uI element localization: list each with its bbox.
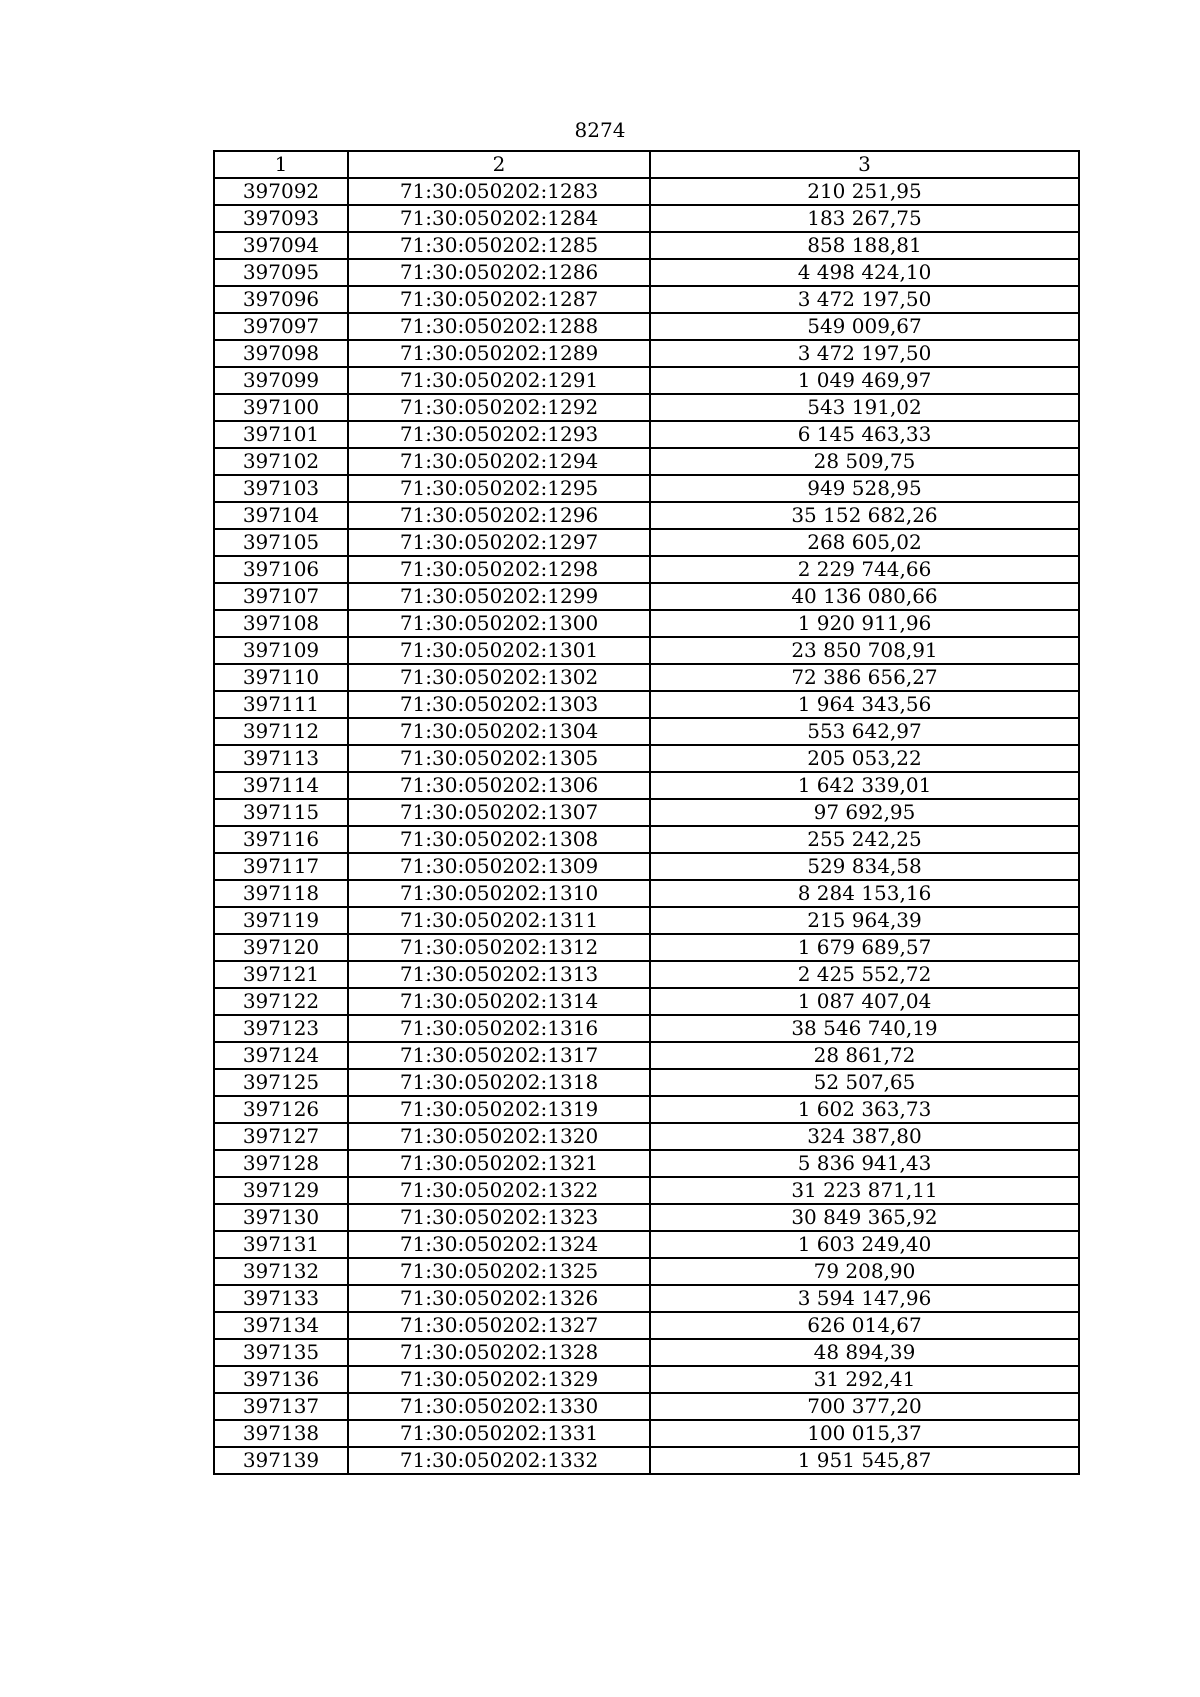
- row-number-cell: 397092: [214, 178, 348, 205]
- cadastral-value-cell: 8 284 153,16: [650, 880, 1079, 907]
- cadastral-value-cell: 23 850 708,91: [650, 637, 1079, 664]
- cadastral-number-cell: 71:30:050202:1303: [348, 691, 650, 718]
- row-number-cell: 397129: [214, 1177, 348, 1204]
- cadastral-value-cell: 183 267,75: [650, 205, 1079, 232]
- cadastral-value-cell: 1 602 363,73: [650, 1096, 1079, 1123]
- cadastral-number-cell: 71:30:050202:1332: [348, 1447, 650, 1474]
- cadastral-number-cell: 71:30:050202:1322: [348, 1177, 650, 1204]
- table-row: [214, 394, 1079, 421]
- table-row: [214, 286, 1079, 313]
- cadastral-number-cell: 71:30:050202:1298: [348, 556, 650, 583]
- cadastral-value-cell: 48 894,39: [650, 1339, 1079, 1366]
- row-number-cell: 397107: [214, 583, 348, 610]
- table-row: [214, 853, 1079, 880]
- table-row: [214, 1150, 1079, 1177]
- table-row: [214, 556, 1079, 583]
- header-cell-column-1: 1: [214, 151, 348, 178]
- cadastral-value-cell: 324 387,80: [650, 1123, 1079, 1150]
- cadastral-number-cell: 71:30:050202:1305: [348, 745, 650, 772]
- row-number-cell: 397094: [214, 232, 348, 259]
- row-number-cell: 397116: [214, 826, 348, 853]
- row-number-cell: 397095: [214, 259, 348, 286]
- cadastral-number-cell: 71:30:050202:1317: [348, 1042, 650, 1069]
- cadastral-value-cell: 40 136 080,66: [650, 583, 1079, 610]
- row-number-cell: 397097: [214, 313, 348, 340]
- cadastral-number-cell: 71:30:050202:1285: [348, 232, 650, 259]
- table-row: [214, 745, 1079, 772]
- row-number-cell: 397135: [214, 1339, 348, 1366]
- cadastral-value-cell: 72 386 656,27: [650, 664, 1079, 691]
- cadastral-number-cell: 71:30:050202:1286: [348, 259, 650, 286]
- table-row: [214, 610, 1079, 637]
- table-row: [214, 178, 1079, 205]
- row-number-cell: 397119: [214, 907, 348, 934]
- cadastral-number-cell: 71:30:050202:1329: [348, 1366, 650, 1393]
- cadastral-value-cell: 1 642 339,01: [650, 772, 1079, 799]
- cadastral-number-cell: 71:30:050202:1287: [348, 286, 650, 313]
- cadastral-number-cell: 71:30:050202:1308: [348, 826, 650, 853]
- table-row: [214, 367, 1079, 394]
- cadastral-number-cell: 71:30:050202:1326: [348, 1285, 650, 1312]
- cadastral-value-cell: 1 049 469,97: [650, 367, 1079, 394]
- row-number-cell: 397132: [214, 1258, 348, 1285]
- row-number-cell: 397137: [214, 1393, 348, 1420]
- cadastral-number-cell: 71:30:050202:1292: [348, 394, 650, 421]
- table-row: [214, 988, 1079, 1015]
- table-row: [214, 718, 1079, 745]
- cadastral-number-cell: 71:30:050202:1307: [348, 799, 650, 826]
- table-row: [214, 1123, 1079, 1150]
- row-number-cell: 397104: [214, 502, 348, 529]
- cadastral-number-cell: 71:30:050202:1323: [348, 1204, 650, 1231]
- table-row: [214, 880, 1079, 907]
- row-number-cell: 397109: [214, 637, 348, 664]
- row-number-cell: 397115: [214, 799, 348, 826]
- table-row: [214, 1339, 1079, 1366]
- cadastral-value-cell: 205 053,22: [650, 745, 1079, 772]
- row-number-cell: 397099: [214, 367, 348, 394]
- table-row: [214, 799, 1079, 826]
- table-row: [214, 1177, 1079, 1204]
- cadastral-number-cell: 71:30:050202:1284: [348, 205, 650, 232]
- table-row: [214, 1042, 1079, 1069]
- cadastral-number-cell: 71:30:050202:1300: [348, 610, 650, 637]
- cadastral-value-cell: 1 951 545,87: [650, 1447, 1079, 1474]
- table-row: [214, 232, 1079, 259]
- row-number-cell: 397101: [214, 421, 348, 448]
- row-number-cell: 397130: [214, 1204, 348, 1231]
- cadastral-number-cell: 71:30:050202:1311: [348, 907, 650, 934]
- table-row: [214, 1366, 1079, 1393]
- row-number-cell: 397117: [214, 853, 348, 880]
- table-row: [214, 1231, 1079, 1258]
- cadastral-number-cell: 71:30:050202:1321: [348, 1150, 650, 1177]
- cadastral-number-cell: 71:30:050202:1306: [348, 772, 650, 799]
- row-number-cell: 397131: [214, 1231, 348, 1258]
- row-number-cell: 397128: [214, 1150, 348, 1177]
- row-number-cell: 397121: [214, 961, 348, 988]
- cadastral-value-cell: 858 188,81: [650, 232, 1079, 259]
- table-row: [214, 1069, 1079, 1096]
- cadastral-value-cell: 4 498 424,10: [650, 259, 1079, 286]
- cadastral-value-cell: 553 642,97: [650, 718, 1079, 745]
- cadastral-number-cell: 71:30:050202:1295: [348, 475, 650, 502]
- row-number-cell: 397093: [214, 205, 348, 232]
- cadastral-number-cell: 71:30:050202:1320: [348, 1123, 650, 1150]
- cadastral-value-cell: 100 015,37: [650, 1420, 1079, 1447]
- cadastral-number-cell: 71:30:050202:1325: [348, 1258, 650, 1285]
- cadastral-value-cell: 38 546 740,19: [650, 1015, 1079, 1042]
- cadastral-number-cell: 71:30:050202:1297: [348, 529, 650, 556]
- cadastral-value-cell: 543 191,02: [650, 394, 1079, 421]
- table-row: [214, 259, 1079, 286]
- row-number-cell: 397138: [214, 1420, 348, 1447]
- table-row: [214, 1312, 1079, 1339]
- row-number-cell: 397102: [214, 448, 348, 475]
- cadastral-value-cell: 28 861,72: [650, 1042, 1079, 1069]
- cadastral-value-cell: 35 152 682,26: [650, 502, 1079, 529]
- cadastral-value-cell: 28 509,75: [650, 448, 1079, 475]
- cadastral-value-cell: 549 009,67: [650, 313, 1079, 340]
- cadastral-value-cell: 529 834,58: [650, 853, 1079, 880]
- cadastral-value-cell: 1 964 343,56: [650, 691, 1079, 718]
- cadastral-number-cell: 71:30:050202:1304: [348, 718, 650, 745]
- row-number-cell: 397125: [214, 1069, 348, 1096]
- table-row: [214, 1420, 1079, 1447]
- cadastral-number-cell: 71:30:050202:1312: [348, 934, 650, 961]
- header-row: [214, 151, 1079, 178]
- row-number-cell: 397127: [214, 1123, 348, 1150]
- row-number-cell: 397100: [214, 394, 348, 421]
- cadastral-number-cell: 71:30:050202:1301: [348, 637, 650, 664]
- cadastral-value-cell: 31 223 871,11: [650, 1177, 1079, 1204]
- row-number-cell: 397111: [214, 691, 348, 718]
- table-row: [214, 502, 1079, 529]
- cadastral-number-cell: 71:30:050202:1331: [348, 1420, 650, 1447]
- table-row: [214, 529, 1079, 556]
- table-row: [214, 313, 1079, 340]
- cadastral-number-cell: 71:30:050202:1283: [348, 178, 650, 205]
- cadastral-number-cell: 71:30:050202:1299: [348, 583, 650, 610]
- row-number-cell: 397136: [214, 1366, 348, 1393]
- cadastral-number-cell: 71:30:050202:1309: [348, 853, 650, 880]
- cadastral-value-cell: 949 528,95: [650, 475, 1079, 502]
- cadastral-value-cell: 2 229 744,66: [650, 556, 1079, 583]
- cadastral-value-cell: 2 425 552,72: [650, 961, 1079, 988]
- row-number-cell: 397139: [214, 1447, 348, 1474]
- table-row: [214, 1447, 1079, 1474]
- row-number-cell: 397103: [214, 475, 348, 502]
- cadastral-value-cell: 268 605,02: [650, 529, 1079, 556]
- table-row: [214, 1393, 1079, 1420]
- cadastral-value-table: [213, 150, 1080, 1475]
- cadastral-number-cell: 71:30:050202:1318: [348, 1069, 650, 1096]
- table-row: [214, 205, 1079, 232]
- cadastral-number-cell: 71:30:050202:1288: [348, 313, 650, 340]
- table-body: [214, 178, 1079, 1474]
- cadastral-number-cell: 71:30:050202:1310: [348, 880, 650, 907]
- cadastral-number-cell: 71:30:050202:1328: [348, 1339, 650, 1366]
- table-row: [214, 1285, 1079, 1312]
- table-row: [214, 448, 1079, 475]
- cadastral-number-cell: 71:30:050202:1314: [348, 988, 650, 1015]
- cadastral-value-cell: 79 208,90: [650, 1258, 1079, 1285]
- cadastral-value-cell: 3 472 197,50: [650, 340, 1079, 367]
- table-row: [214, 772, 1079, 799]
- table-row: [214, 475, 1079, 502]
- row-number-cell: 397114: [214, 772, 348, 799]
- table-row: [214, 1015, 1079, 1042]
- row-number-cell: 397098: [214, 340, 348, 367]
- cadastral-number-cell: 71:30:050202:1327: [348, 1312, 650, 1339]
- row-number-cell: 397108: [214, 610, 348, 637]
- cadastral-value-cell: 1 087 407,04: [650, 988, 1079, 1015]
- cadastral-number-cell: 71:30:050202:1313: [348, 961, 650, 988]
- table-row: [214, 1204, 1079, 1231]
- cadastral-value-cell: 1 603 249,40: [650, 1231, 1079, 1258]
- row-number-cell: 397124: [214, 1042, 348, 1069]
- cadastral-value-cell: 1 679 689,57: [650, 934, 1079, 961]
- table-row: [214, 664, 1079, 691]
- cadastral-number-cell: 71:30:050202:1291: [348, 367, 650, 394]
- cadastral-number-cell: 71:30:050202:1289: [348, 340, 650, 367]
- cadastral-value-cell: 255 242,25: [650, 826, 1079, 853]
- cadastral-value-cell: 215 964,39: [650, 907, 1079, 934]
- cadastral-value-cell: 3 594 147,96: [650, 1285, 1079, 1312]
- table-row: [214, 934, 1079, 961]
- cadastral-number-cell: 71:30:050202:1319: [348, 1096, 650, 1123]
- table-row: [214, 1258, 1079, 1285]
- header-cell-column-3: 3: [650, 151, 1079, 178]
- table-row: [214, 637, 1079, 664]
- row-number-cell: 397118: [214, 880, 348, 907]
- row-number-cell: 397126: [214, 1096, 348, 1123]
- row-number-cell: 397123: [214, 1015, 348, 1042]
- cadastral-value-cell: 3 472 197,50: [650, 286, 1079, 313]
- cadastral-number-cell: 71:30:050202:1296: [348, 502, 650, 529]
- table-row: [214, 340, 1079, 367]
- cadastral-value-cell: 97 692,95: [650, 799, 1079, 826]
- cadastral-number-cell: 71:30:050202:1324: [348, 1231, 650, 1258]
- table-row: [214, 961, 1079, 988]
- row-number-cell: 397105: [214, 529, 348, 556]
- header-cell-column-2: 2: [348, 151, 650, 178]
- cadastral-value-cell: 700 377,20: [650, 1393, 1079, 1420]
- table-row: [214, 907, 1079, 934]
- cadastral-value-cell: 52 507,65: [650, 1069, 1079, 1096]
- row-number-cell: 397122: [214, 988, 348, 1015]
- cadastral-number-cell: 71:30:050202:1293: [348, 421, 650, 448]
- cadastral-value-cell: 626 014,67: [650, 1312, 1079, 1339]
- row-number-cell: 397106: [214, 556, 348, 583]
- cadastral-value-cell: 5 836 941,43: [650, 1150, 1079, 1177]
- page-number: 8274: [574, 118, 626, 142]
- row-number-cell: 397113: [214, 745, 348, 772]
- row-number-cell: 397120: [214, 934, 348, 961]
- table-header: [214, 151, 1079, 178]
- row-number-cell: 397096: [214, 286, 348, 313]
- cadastral-value-cell: 6 145 463,33: [650, 421, 1079, 448]
- cadastral-number-cell: 71:30:050202:1330: [348, 1393, 650, 1420]
- row-number-cell: 397112: [214, 718, 348, 745]
- cadastral-value-cell: 210 251,95: [650, 178, 1079, 205]
- row-number-cell: 397134: [214, 1312, 348, 1339]
- cadastral-value-cell: 30 849 365,92: [650, 1204, 1079, 1231]
- table-row: [214, 421, 1079, 448]
- table-row: [214, 583, 1079, 610]
- cadastral-number-cell: 71:30:050202:1302: [348, 664, 650, 691]
- row-number-cell: 397133: [214, 1285, 348, 1312]
- cadastral-value-cell: 1 920 911,96: [650, 610, 1079, 637]
- table-row: [214, 1096, 1079, 1123]
- cadastral-number-cell: 71:30:050202:1316: [348, 1015, 650, 1042]
- cadastral-number-cell: 71:30:050202:1294: [348, 448, 650, 475]
- table-row: [214, 691, 1079, 718]
- table-row: [214, 826, 1079, 853]
- cadastral-value-cell: 31 292,41: [650, 1366, 1079, 1393]
- row-number-cell: 397110: [214, 664, 348, 691]
